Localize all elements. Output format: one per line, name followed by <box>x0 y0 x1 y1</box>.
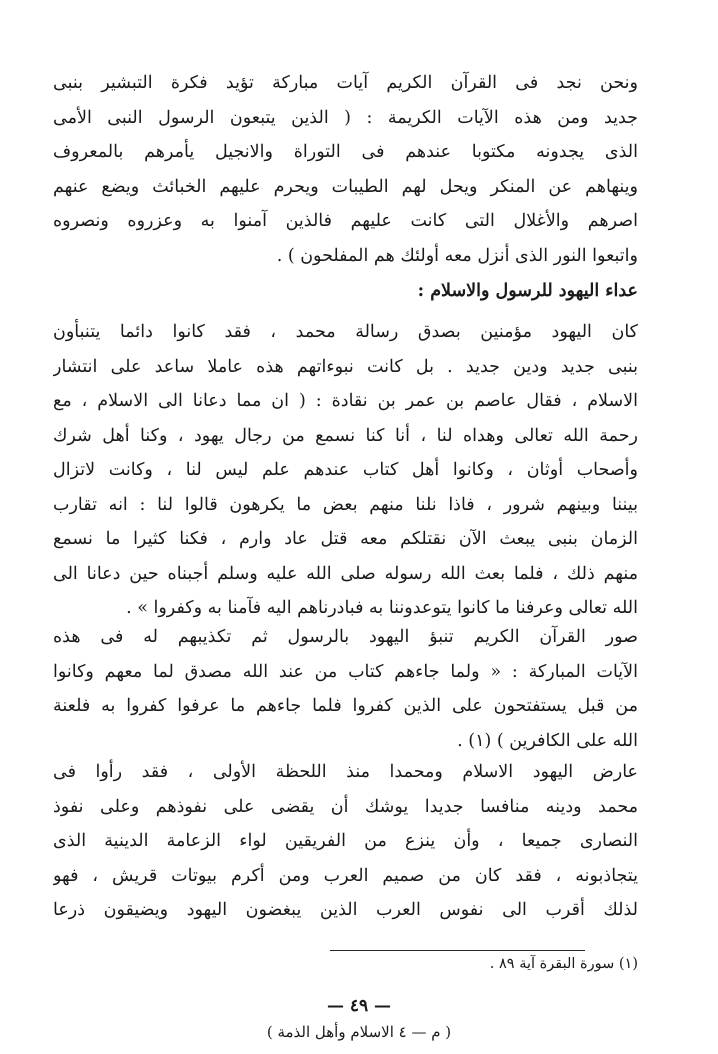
text-line: اصرهم والأغلال التى كانت عليهم فالذين آمنوا به وعزروه ونصروه <box>53 211 638 231</box>
text-line: بيننا وبينهم شرور ، فاذا نلنا منهم بعض ما يكرهون قالوا لنا : انه تقارب <box>53 494 638 515</box>
text-line: كان اليهود مؤمنين بصدق رسالة محمد ، فقد كانوا دائما يتنبأون <box>53 322 638 342</box>
text-line: لذلك أقرب الى نفوس العرب الذين يبغضون اليهود ويضيقون ذرعا <box>53 900 638 920</box>
paragraph-prophecy <box>53 315 638 626</box>
paragraph-quran-verse <box>53 66 638 273</box>
paragraph-opposition <box>53 755 638 928</box>
text-line: واتبعوا النور الذى أنزل معه أولئك هم المفلحون ) . <box>276 245 638 266</box>
text-line: الله على الكافرين ) (١) . <box>457 730 638 751</box>
section-heading: عداء اليهود للرسول والاسلام : <box>417 281 638 301</box>
text-line: من قبل يستفتحون على الذين كفروا فلما جاءهم ما عرفوا كفروا به فلعنة <box>53 696 638 716</box>
text-line: جديد ومن هذه الآيات الكريمة : ( الذين يتبعون الرسول النبى الأمى <box>53 107 638 128</box>
text-line: وينهاهم عن المنكر ويحل لهم الطيبات ويحرم عليهم الخبائث ويضع عنهم <box>53 176 638 197</box>
text-line: صور القرآن الكريم تنبؤ اليهود بالرسول ثم تكذيبهم له فى هذه <box>53 627 638 647</box>
text-line: النصارى جميعا ، وأن ينزع من الفريقين لواء الزعامة الدينية الذى <box>53 831 638 851</box>
text-line: بنبى جديد ودين جديد . بل كانت نبوءاتهم هذه عاملا ساعد على انتشار <box>53 356 638 377</box>
text-line: رحمة الله تعالى وهداه لنا ، أنا كنا نسمع من رجال يهود ، وكنا أهل شرك <box>53 425 638 446</box>
text-line: وأصحاب أوثان ، وكانوا أهل كتاب عندهم علم ليس لنا ، وكانت لاتزال <box>53 460 638 480</box>
text-line: الزمان بنبى يبعث الآن نقتلكم معه قتل عاد وارم ، فكنا كثيرا ما نسمع <box>53 529 638 549</box>
paragraph-quran-depiction <box>53 620 638 758</box>
text-line: ونحن نجد فى القرآن الكريم آيات مباركة تؤيد فكرة التبشير بنبى <box>53 73 638 93</box>
footnote-divider <box>330 950 585 951</box>
page-number: — ٤٩ — <box>326 996 392 1016</box>
text-line: محمد ودينه منافسا جديدا يوشك أن يقضى على نفوذهم وعلى نفوذ <box>53 796 638 817</box>
footnote: (١) سورة البقرة آية ٨٩ . <box>489 956 638 972</box>
text-line: الله تعالى وعرفنا ما كانوا يتوعدوننا به فبادرناهم اليه فآمنا به وكفروا » . <box>126 598 638 618</box>
text-line: عارض اليهود الاسلام ومحمدا منذ اللحظة الأولى ، فقد رأوا فى <box>53 762 638 782</box>
text-line: منهم ذلك ، فلما بعث الله رسوله صلى الله عليه وسلم أجبناه حين دعانا الى <box>53 563 638 584</box>
text-line: يتجاذبونه ، فقد كان من صميم العرب ومن أكرم بيوتات قريش ، فهو <box>53 865 638 886</box>
text-line: الآيات المباركة : « ولما جاءهم كتاب من عند الله مصدق لما معهم وكانوا <box>53 661 638 682</box>
text-line: الاسلام ، فقال عاصم بن عمر بن نقادة : ( ان مما دعانا الى الاسلام ، مع <box>53 391 638 411</box>
printer-signature: ( م — ٤ الاسلام وأهل الذمة ) <box>266 1023 452 1041</box>
text-line: الذى يجدونه مكتوبا عندهم فى التوراة والانجيل يأمرهم بالمعروف <box>53 142 638 162</box>
